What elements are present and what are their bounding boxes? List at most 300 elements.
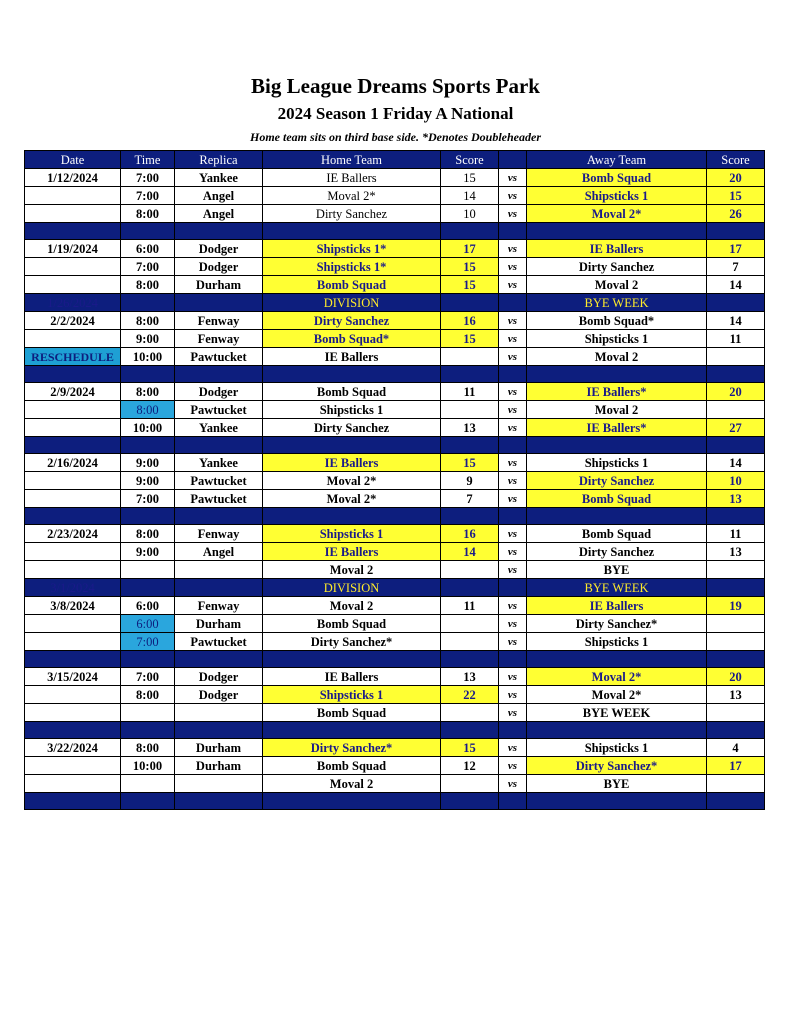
- away-score-cell: 26: [707, 205, 765, 223]
- replica-cell: Dodger: [175, 240, 263, 258]
- time-cell: 8:00: [121, 739, 175, 757]
- bye-week-label: BYE WEEK: [527, 579, 707, 597]
- away-score-cell: 13: [707, 686, 765, 704]
- separator-cell: [707, 437, 765, 454]
- home-team-cell: Dirty Sanchez*: [263, 739, 441, 757]
- replica-cell: Fenway: [175, 330, 263, 348]
- date-cell: 3/8/2024: [25, 597, 121, 615]
- home-team-cell: Moval 2*: [263, 187, 441, 205]
- away-score-cell: 15: [707, 187, 765, 205]
- time-cell: 7:00: [121, 490, 175, 508]
- vs-cell: vs: [499, 597, 527, 615]
- date-cell: [25, 686, 121, 704]
- vs-cell: vs: [499, 561, 527, 579]
- game-row: [25, 419, 765, 437]
- away-score-cell: 13: [707, 490, 765, 508]
- home-team-cell: Moval 2*: [263, 490, 441, 508]
- separator-cell: [175, 722, 263, 739]
- vs-cell: vs: [499, 615, 527, 633]
- away-team-cell: Moval 2: [527, 401, 707, 419]
- week-separator: [25, 722, 765, 739]
- separator-cell: [707, 793, 765, 810]
- vs-cell: vs: [499, 668, 527, 686]
- away-team-cell: IE Ballers: [527, 597, 707, 615]
- date-cell: 3/15/2024: [25, 668, 121, 686]
- home-team-cell: Bomb Squad: [263, 276, 441, 294]
- time-cell: 7:00: [121, 633, 175, 651]
- away-team-cell: IE Ballers: [527, 240, 707, 258]
- away-team-cell: Bomb Squad*: [527, 312, 707, 330]
- away-score-cell: [707, 775, 765, 793]
- replica-cell: Dodger: [175, 668, 263, 686]
- away-score-cell: 11: [707, 330, 765, 348]
- separator-cell: [527, 366, 707, 383]
- col-date: Date: [25, 151, 121, 169]
- bye-week-label: BYE WEEK: [527, 294, 707, 312]
- replica-cell: [175, 579, 263, 597]
- away-score-cell: [707, 561, 765, 579]
- away-score-cell: 27: [707, 419, 765, 437]
- replica-cell: Pawtucket: [175, 401, 263, 419]
- away-team-cell: Dirty Sanchez: [527, 258, 707, 276]
- game-row: [25, 187, 765, 205]
- vs-cell: vs: [499, 757, 527, 775]
- game-row: [25, 704, 765, 722]
- replica-cell: Fenway: [175, 312, 263, 330]
- time-cell: 10:00: [121, 419, 175, 437]
- game-row: [25, 543, 765, 561]
- separator-cell: [263, 223, 441, 240]
- col-home-score: Score: [441, 151, 499, 169]
- away-score-cell: [707, 704, 765, 722]
- separator-cell: [499, 651, 527, 668]
- vs-cell: vs: [499, 258, 527, 276]
- away-score-cell: 20: [707, 668, 765, 686]
- home-score-cell: 13: [441, 419, 499, 437]
- vs-cell: vs: [499, 276, 527, 294]
- separator-cell: [441, 651, 499, 668]
- time-cell: 8:00: [121, 686, 175, 704]
- away-team-cell: Bomb Squad: [527, 169, 707, 187]
- page-subtitle: 2024 Season 1 Friday A National: [277, 104, 514, 123]
- away-team-cell: Bomb Squad: [527, 525, 707, 543]
- away-team-cell: BYE WEEK: [527, 704, 707, 722]
- home-score-cell: [441, 704, 499, 722]
- home-team-cell: Moval 2: [263, 597, 441, 615]
- date-cell: [25, 757, 121, 775]
- home-score-cell: 16: [441, 525, 499, 543]
- game-row: [25, 561, 765, 579]
- home-score-cell: 15: [441, 169, 499, 187]
- date-cell: [25, 633, 121, 651]
- vs-cell: vs: [499, 490, 527, 508]
- replica-cell: Pawtucket: [175, 472, 263, 490]
- time-cell: 8:00: [121, 205, 175, 223]
- vs-cell: vs: [499, 205, 527, 223]
- date-cell: 1/12/2024: [25, 169, 121, 187]
- week-separator: [25, 366, 765, 383]
- away-team-cell: Shipsticks 1: [527, 739, 707, 757]
- replica-cell: Durham: [175, 739, 263, 757]
- date-cell: 1/19/2024: [25, 240, 121, 258]
- home-score-cell: 15: [441, 739, 499, 757]
- date-cell: [25, 276, 121, 294]
- home-team-cell: Shipsticks 1: [263, 401, 441, 419]
- away-score-cell: [707, 633, 765, 651]
- game-row: [25, 739, 765, 757]
- schedule-table: [24, 150, 765, 810]
- separator-cell: [25, 223, 121, 240]
- time-cell: 7:00: [121, 258, 175, 276]
- separator-cell: [121, 651, 175, 668]
- home-score-cell: [441, 615, 499, 633]
- separator-cell: [121, 793, 175, 810]
- vs-cell: vs: [499, 401, 527, 419]
- col-home-team: Home Team: [263, 151, 441, 169]
- date-cell: 2/23/2024: [25, 525, 121, 543]
- game-row: [25, 525, 765, 543]
- away-score-cell: [707, 401, 765, 419]
- page-title: Big League Dreams Sports Park: [251, 74, 540, 98]
- vs-cell: [499, 579, 527, 597]
- separator-cell: [25, 508, 121, 525]
- col-away-team: Away Team: [527, 151, 707, 169]
- separator-cell: [263, 793, 441, 810]
- home-team-cell: Shipsticks 1*: [263, 258, 441, 276]
- date-cell: 2/2/2024: [25, 312, 121, 330]
- home-team-cell: Dirty Sanchez: [263, 205, 441, 223]
- home-score-cell: 14: [441, 543, 499, 561]
- week-separator: [25, 651, 765, 668]
- away-score-cell: 13: [707, 543, 765, 561]
- col-time: Time: [121, 151, 175, 169]
- away-team-cell: BYE: [527, 561, 707, 579]
- home-team-cell: Shipsticks 1*: [263, 240, 441, 258]
- time-cell: [121, 579, 175, 597]
- separator-cell: [707, 508, 765, 525]
- replica-cell: [175, 561, 263, 579]
- separator-cell: [121, 508, 175, 525]
- home-team-cell: Shipsticks 1: [263, 686, 441, 704]
- vs-cell: vs: [499, 454, 527, 472]
- vs-cell: vs: [499, 525, 527, 543]
- home-score-cell: [441, 579, 499, 597]
- game-row: [25, 240, 765, 258]
- separator-cell: [25, 437, 121, 454]
- separator-cell: [121, 366, 175, 383]
- week-separator: [25, 793, 765, 810]
- separator-cell: [499, 366, 527, 383]
- time-cell: [121, 704, 175, 722]
- division-label: DIVISION: [263, 294, 441, 312]
- date-cell: [25, 561, 121, 579]
- away-score-cell: [707, 294, 765, 312]
- vs-cell: vs: [499, 240, 527, 258]
- game-row: [25, 472, 765, 490]
- separator-cell: [121, 223, 175, 240]
- time-cell: 8:00: [121, 312, 175, 330]
- home-team-cell: Dirty Sanchez: [263, 312, 441, 330]
- home-score-cell: [441, 633, 499, 651]
- game-row: [25, 205, 765, 223]
- replica-cell: Pawtucket: [175, 490, 263, 508]
- replica-cell: Durham: [175, 757, 263, 775]
- game-row: [25, 276, 765, 294]
- date-cell: [25, 258, 121, 276]
- away-score-cell: 20: [707, 383, 765, 401]
- date-cell: 1/26/2024: [25, 294, 121, 312]
- away-score-cell: 17: [707, 240, 765, 258]
- separator-cell: [441, 366, 499, 383]
- date-cell: [25, 472, 121, 490]
- division-label: DIVISION: [263, 579, 441, 597]
- away-team-cell: Moval 2*: [527, 668, 707, 686]
- replica-cell: Angel: [175, 205, 263, 223]
- home-score-cell: [441, 294, 499, 312]
- separator-cell: [441, 437, 499, 454]
- vs-cell: vs: [499, 543, 527, 561]
- col-vs: [499, 151, 527, 169]
- game-row: [25, 597, 765, 615]
- separator-cell: [707, 651, 765, 668]
- replica-cell: [175, 775, 263, 793]
- date-cell: [25, 330, 121, 348]
- game-row: [25, 383, 765, 401]
- game-row: [25, 668, 765, 686]
- vs-cell: vs: [499, 312, 527, 330]
- replica-cell: Yankee: [175, 419, 263, 437]
- game-row: [25, 633, 765, 651]
- away-score-cell: 14: [707, 276, 765, 294]
- home-team-cell: Bomb Squad*: [263, 330, 441, 348]
- home-score-cell: 11: [441, 383, 499, 401]
- time-cell: [121, 775, 175, 793]
- away-team-cell: Moval 2*: [527, 686, 707, 704]
- away-team-cell: Shipsticks 1: [527, 187, 707, 205]
- home-score-cell: 14: [441, 187, 499, 205]
- away-score-cell: 14: [707, 454, 765, 472]
- separator-cell: [175, 508, 263, 525]
- home-score-cell: 15: [441, 454, 499, 472]
- date-cell: [25, 187, 121, 205]
- time-cell: 7:00: [121, 169, 175, 187]
- home-score-cell: 12: [441, 757, 499, 775]
- replica-cell: Durham: [175, 276, 263, 294]
- home-score-cell: [441, 775, 499, 793]
- separator-cell: [441, 722, 499, 739]
- away-score-cell: [707, 348, 765, 366]
- date-cell: [25, 419, 121, 437]
- separator-cell: [175, 437, 263, 454]
- separator-cell: [441, 793, 499, 810]
- date-cell: [25, 543, 121, 561]
- game-row: [25, 330, 765, 348]
- time-cell: 9:00: [121, 330, 175, 348]
- time-cell: 9:00: [121, 454, 175, 472]
- time-cell: 7:00: [121, 668, 175, 686]
- date-cell: [25, 401, 121, 419]
- time-cell: [121, 294, 175, 312]
- away-score-cell: 19: [707, 597, 765, 615]
- home-team-cell: Dirty Sanchez*: [263, 633, 441, 651]
- game-row: [25, 401, 765, 419]
- replica-cell: Durham: [175, 615, 263, 633]
- game-row: [25, 169, 765, 187]
- separator-cell: [499, 793, 527, 810]
- vs-cell: vs: [499, 472, 527, 490]
- home-score-cell: [441, 401, 499, 419]
- replica-cell: Fenway: [175, 597, 263, 615]
- home-team-cell: IE Ballers: [263, 348, 441, 366]
- separator-cell: [527, 722, 707, 739]
- separator-cell: [707, 722, 765, 739]
- page-note: Home team sits on third base side. *Denotes Doubleheader: [250, 130, 541, 144]
- home-team-cell: Bomb Squad: [263, 615, 441, 633]
- date-cell: 3/22/2024: [25, 739, 121, 757]
- date-cell: [25, 490, 121, 508]
- separator-cell: [707, 366, 765, 383]
- separator-cell: [499, 508, 527, 525]
- home-team-cell: Bomb Squad: [263, 383, 441, 401]
- separator-cell: [25, 793, 121, 810]
- away-team-cell: Dirty Sanchez: [527, 543, 707, 561]
- time-cell: 10:00: [121, 348, 175, 366]
- separator-cell: [441, 223, 499, 240]
- vs-cell: vs: [499, 419, 527, 437]
- division-row: [25, 579, 765, 597]
- home-team-cell: Moval 2: [263, 561, 441, 579]
- home-score-cell: 15: [441, 258, 499, 276]
- separator-cell: [175, 223, 263, 240]
- replica-cell: Angel: [175, 187, 263, 205]
- away-score-cell: 7: [707, 258, 765, 276]
- away-score-cell: 17: [707, 757, 765, 775]
- away-team-cell: Shipsticks 1: [527, 633, 707, 651]
- away-score-cell: 20: [707, 169, 765, 187]
- away-team-cell: Bomb Squad: [527, 490, 707, 508]
- home-team-cell: Dirty Sanchez: [263, 419, 441, 437]
- vs-cell: vs: [499, 330, 527, 348]
- home-score-cell: 16: [441, 312, 499, 330]
- home-score-cell: 10: [441, 205, 499, 223]
- separator-cell: [263, 366, 441, 383]
- home-score-cell: 7: [441, 490, 499, 508]
- replica-cell: Angel: [175, 543, 263, 561]
- game-row: [25, 757, 765, 775]
- game-row: [25, 615, 765, 633]
- time-cell: 9:00: [121, 543, 175, 561]
- separator-cell: [527, 508, 707, 525]
- replica-cell: Dodger: [175, 686, 263, 704]
- separator-cell: [527, 793, 707, 810]
- home-score-cell: 17: [441, 240, 499, 258]
- separator-cell: [527, 223, 707, 240]
- away-score-cell: 10: [707, 472, 765, 490]
- vs-cell: vs: [499, 169, 527, 187]
- away-team-cell: IE Ballers*: [527, 419, 707, 437]
- away-score-cell: [707, 615, 765, 633]
- time-cell: [121, 561, 175, 579]
- separator-cell: [175, 793, 263, 810]
- away-team-cell: Dirty Sanchez: [527, 472, 707, 490]
- date-cell: [25, 615, 121, 633]
- col-away-score: Score: [707, 151, 765, 169]
- date-cell: RESCHEDULE: [25, 348, 121, 366]
- separator-cell: [499, 223, 527, 240]
- vs-cell: vs: [499, 775, 527, 793]
- vs-cell: vs: [499, 739, 527, 757]
- home-team-cell: IE Ballers: [263, 169, 441, 187]
- separator-cell: [263, 508, 441, 525]
- vs-cell: vs: [499, 383, 527, 401]
- away-team-cell: Dirty Sanchez*: [527, 615, 707, 633]
- col-replica: Replica: [175, 151, 263, 169]
- replica-cell: Yankee: [175, 454, 263, 472]
- separator-cell: [25, 722, 121, 739]
- away-score-cell: 11: [707, 525, 765, 543]
- date-cell: 2/9/2024: [25, 383, 121, 401]
- separator-cell: [263, 651, 441, 668]
- separator-cell: [175, 366, 263, 383]
- home-score-cell: 15: [441, 330, 499, 348]
- home-score-cell: 15: [441, 276, 499, 294]
- schedule-body: [25, 169, 765, 810]
- time-cell: 9:00: [121, 472, 175, 490]
- separator-cell: [527, 437, 707, 454]
- game-row: [25, 686, 765, 704]
- separator-cell: [175, 651, 263, 668]
- replica-cell: Dodger: [175, 383, 263, 401]
- separator-cell: [499, 722, 527, 739]
- game-row: [25, 348, 765, 366]
- vs-cell: vs: [499, 348, 527, 366]
- time-cell: 8:00: [121, 383, 175, 401]
- home-score-cell: 11: [441, 597, 499, 615]
- away-team-cell: Shipsticks 1: [527, 454, 707, 472]
- replica-cell: [175, 294, 263, 312]
- home-team-cell: IE Ballers: [263, 543, 441, 561]
- separator-cell: [121, 722, 175, 739]
- home-team-cell: Bomb Squad: [263, 757, 441, 775]
- away-team-cell: Shipsticks 1: [527, 330, 707, 348]
- home-team-cell: Shipsticks 1: [263, 525, 441, 543]
- division-row: [25, 294, 765, 312]
- time-cell: 10:00: [121, 757, 175, 775]
- time-cell: 8:00: [121, 276, 175, 294]
- game-row: [25, 258, 765, 276]
- vs-cell: vs: [499, 187, 527, 205]
- separator-cell: [707, 223, 765, 240]
- separator-cell: [499, 437, 527, 454]
- week-separator: [25, 437, 765, 454]
- replica-cell: Yankee: [175, 169, 263, 187]
- home-score-cell: 9: [441, 472, 499, 490]
- date-cell: 3/1/2024: [25, 579, 121, 597]
- home-team-cell: IE Ballers: [263, 454, 441, 472]
- separator-cell: [441, 508, 499, 525]
- vs-cell: vs: [499, 633, 527, 651]
- home-score-cell: [441, 561, 499, 579]
- time-cell: 7:00: [121, 187, 175, 205]
- replica-cell: Pawtucket: [175, 348, 263, 366]
- header-row: [25, 151, 765, 169]
- date-cell: 2/16/2024: [25, 454, 121, 472]
- vs-cell: vs: [499, 704, 527, 722]
- replica-cell: Pawtucket: [175, 633, 263, 651]
- separator-cell: [25, 366, 121, 383]
- time-cell: 6:00: [121, 240, 175, 258]
- replica-cell: [175, 704, 263, 722]
